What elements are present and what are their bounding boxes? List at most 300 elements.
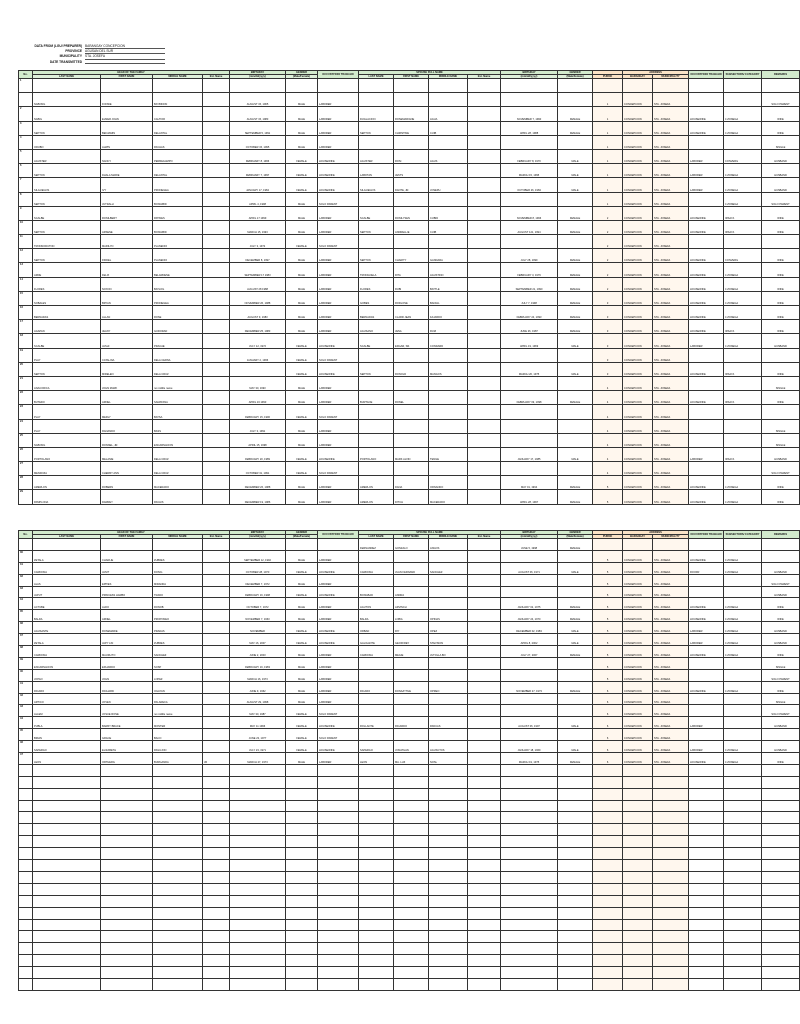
cell-spouse-first-name [394,824,429,836]
cell-municipality: STA. JOSEFA [653,206,689,220]
cell-purok: 6 [593,681,623,693]
cell-barangay [623,907,653,919]
cell-remarks: SOLO PARENT [762,669,800,681]
spouse-gender-format-header: (Male/Female) [558,535,593,539]
cell-spouse-middle-name: AGUS [429,149,468,163]
cell-sector [724,776,762,788]
cell-birthday: JUNE 9, 1962 [230,681,286,693]
cell-spouse-gender [558,135,593,149]
cell-ext-name [203,860,230,872]
cell-purok: 1 [593,149,623,163]
cell-ext-name [203,220,230,234]
cell-occupation: LABORER [318,277,359,291]
cell-last-name [33,919,101,931]
cell-barangay [623,848,653,860]
cell-purok: 3 [593,334,623,348]
cell-row-number: 12 [19,249,33,263]
cell-spouse-first-name: LOBIA [394,610,429,622]
cell-spouse-birthday: FEBRUARY 3, 1979 [501,263,558,277]
cell-spouse-gender [558,967,593,979]
cell-spouse-occupation [689,907,724,919]
cell-spouse-ext-name [468,646,501,658]
cell-spouse-occupation: HOUSEWIFE [689,263,724,277]
cell-middle-name: MACERADO [153,476,203,490]
table-row [19,955,800,967]
cell-spouse-middle-name: TENGE [429,447,468,461]
cell-ext-name [203,919,230,931]
cell-row-number: 9 [19,206,33,220]
cell-spouse-gender [558,192,593,206]
cell-spouse-last-name: AMERLON [359,490,394,504]
cell-ext-name [203,433,230,447]
cell-municipality [653,764,689,776]
household-table-page-1 [18,70,790,505]
cell-ext-name [203,362,230,376]
cell-spouse-last-name [359,978,394,990]
cell-row-number: 2 [19,107,33,121]
cell-row-number [19,788,33,800]
cell-first-name: NOXON [101,277,153,291]
cell-occupation: HOUSEWIFE [318,562,359,574]
table-row [19,776,800,788]
cell-spouse-first-name [394,705,429,717]
cell-spouse-birthday [501,800,558,812]
table-row [19,800,800,812]
cell-spouse-middle-name [429,824,468,836]
cell-occupation: LABORER [318,391,359,405]
cell-remarks: WIFE [762,753,800,765]
cell-last-name: MENDOZA [33,462,101,476]
cell-spouse-birthday: MARCH 15, 1995 [501,164,558,178]
cell-occupation: HOUSEWIFE [318,622,359,634]
cell-ext-name [203,943,230,955]
cell-spouse-middle-name [429,235,468,249]
cell-remarks [762,405,800,419]
cell-spouse-first-name: RONOLD [394,362,429,376]
cell-spouse-ext-name [468,978,501,990]
cell-ext-name: JR [203,753,230,765]
cell-spouse-first-name: MA. LUZ [394,753,429,765]
cell-occupation [318,943,359,955]
cell-last-name [33,788,101,800]
table-row [19,883,800,895]
cell-ext-name [203,206,230,220]
cell-spouse-ext-name [468,277,501,291]
cell-remarks [762,978,800,990]
cell-occupation: LABORER [318,135,359,149]
cell-spouse-middle-name: AGUSTINO [429,263,468,277]
table-row [19,764,800,776]
cell-spouse-ext-name [468,836,501,848]
cell-municipality: STA. JOSEFA [653,376,689,390]
cell-spouse-birthday: OCTOBER 26, 1984 [501,178,558,192]
cell-purok: 1 [593,107,623,121]
cell-spouse-first-name [394,405,429,419]
cell-spouse-first-name: JESTS [394,164,429,178]
cell-occupation: LABORER [318,306,359,320]
cell-ext-name [203,419,230,433]
cell-birthday: DECEMBER 25, 1983 [230,320,286,334]
cell-spouse-occupation: HOUSEWIFE [689,291,724,305]
cell-spouse-ext-name [468,192,501,206]
cell-spouse-birthday: AUGUST 06, 1971 [501,562,558,574]
cell-spouse-ext-name [468,419,501,433]
cell-spouse-gender [558,705,593,717]
cell-sector [724,967,762,979]
cell-occupation: SOLO PARENT [318,235,359,249]
cell-spouse-gender [558,693,593,705]
cell-spouse-first-name [394,348,429,362]
cell-row-number: 31 [19,562,33,574]
cell-middle-name: BATSA [153,405,203,419]
cell-purok: 5 [593,646,623,658]
cell-municipality [653,931,689,943]
cell-middle-name: TRADO [153,586,203,598]
meta-row [18,60,165,64]
cell-spouse-last-name: PORTOLANO [359,447,394,461]
cell-spouse-last-name [359,943,394,955]
cell-spouse-middle-name: AGUA [429,107,468,121]
cell-spouse-first-name [394,860,429,872]
cell-municipality: STA. JOSEFA [653,164,689,178]
cell-remarks: WIFE [762,320,800,334]
cell-birthday: MAY 16, 2007 [230,634,286,646]
cell-remarks: HUSBAND [762,334,800,348]
cell-birthday [230,871,286,883]
cell-row-number [19,931,33,943]
cell-spouse-gender: FEMALE [558,490,593,504]
cell-gender [286,955,318,967]
cell-last-name: PLAY [33,405,101,419]
cell-occupation: HOUSEWIFE [318,362,359,376]
cell-spouse-first-name: GEOFFREY [394,634,429,646]
cell-spouse-birthday [501,978,558,990]
cell-municipality: STA. JOSEFA [653,598,689,610]
cell-occupation: HOUSEWIFE [318,717,359,729]
cell-remarks: WIFE [762,681,800,693]
cell-spouse-middle-name: JOSEPH [429,178,468,192]
cell-spouse-last-name [359,776,394,788]
cell-occupation: LABORER [318,121,359,135]
cell-remarks: SOLO PARENT [762,93,800,107]
cell-sector: 4 ZONEGA [724,490,762,504]
table-row [19,931,800,943]
cell-spouse-first-name: JENA [394,320,429,334]
cell-spouse-occupation [689,848,724,860]
cell-row-number: 32 [19,574,33,586]
occupation-header: OCCUPATION/ TRABAHO [318,531,359,539]
cell-row-number: 29 [19,490,33,504]
middle-name-header: MIDDLE NAME [153,535,203,539]
cell-spouse-gender [558,405,593,419]
cell-birthday [230,978,286,990]
cell-gender: MALE [286,646,318,658]
cell-sector [724,135,762,149]
cell-spouse-occupation [689,235,724,249]
cell-first-name: RONILBERT [101,206,153,220]
cell-spouse-birthday: APRIL 19, 1969 [501,334,558,348]
cell-sector [724,376,762,390]
cell-occupation [318,967,359,979]
cell-spouse-birthday [501,860,558,872]
cell-remarks [762,883,800,895]
cell-spouse-ext-name [468,562,501,574]
cell-barangay [623,824,653,836]
cell-purok: 3 [593,306,623,320]
cell-gender: MALE [286,419,318,433]
cell-middle-name: no middle name [153,705,203,717]
cell-spouse-occupation [689,883,724,895]
cell-spouse-occupation: HOUSEWIFE [689,646,724,658]
cell-birthday: DECEMBER 26, 1988 [230,476,286,490]
cell-municipality [653,978,689,990]
cell-barangay: CONCEPCION [623,490,653,504]
cell-spouse-middle-name [429,376,468,390]
cell-spouse-gender [558,550,593,562]
cell-occupation: LABORER [318,646,359,658]
cell-sector: IRSAYA [724,320,762,334]
cell-barangay: CONCEPCION [623,121,653,135]
cell-birthday: DECEMBER 7, 1972 [230,574,286,586]
cell-first-name: MIRELEN [101,362,153,376]
cell-ext-name [203,562,230,574]
cell-first-name: CHERRY ANN [101,462,153,476]
cell-purok [593,919,623,931]
cell-spouse-middle-name: SANCHEZ [429,562,468,574]
cell-last-name: PAMPLONA [33,490,101,504]
cell-remarks: SINGLE [762,419,800,433]
cell-spouse-gender [558,931,593,943]
cell-purok: 5 [593,490,623,504]
cell-first-name: JEANY [101,320,153,334]
cell-spouse-birthday [501,776,558,788]
cell-first-name: MERLY [101,405,153,419]
last-name-header: LAST NAME [33,75,101,79]
cell-spouse-ext-name [468,135,501,149]
cell-spouse-middle-name: CUIB [429,220,468,234]
cell-municipality: STA. JOSEFA [653,490,689,504]
cell-spouse-first-name [394,919,429,931]
cell-spouse-middle-name [429,657,468,669]
cell-row-number [19,907,33,919]
cell-first-name [101,848,153,860]
cell-purok [593,955,623,967]
cell-spouse-occupation: HOUSEWIFE [689,362,724,376]
table-row [19,320,800,334]
cell-spouse-gender [558,919,593,931]
cell-barangay: CONCEPCION [623,206,653,220]
cell-gender [286,539,318,551]
cell-sector [724,943,762,955]
cell-last-name: SEPTON [33,220,101,234]
table-row [19,860,800,872]
cell-sector: CONVERG [724,249,762,263]
cell-spouse-occupation [689,574,724,586]
cell-middle-name [153,539,203,551]
cell-purok: 5 [593,586,623,598]
cell-sector [724,860,762,872]
cell-spouse-ext-name [468,883,501,895]
cell-spouse-last-name [359,764,394,776]
cell-birthday: JULY 3, 1991 [230,419,286,433]
spouse-ext-name-header: Ext. Name [468,75,501,79]
cell-spouse-birthday [501,550,558,562]
cell-municipality: STA. JOSEFA [653,149,689,163]
cell-last-name: NABONG [33,93,101,107]
cell-row-number [19,883,33,895]
cell-occupation: LABORER [318,107,359,121]
cell-spouse-gender: MALE [558,362,593,376]
cell-remarks [762,895,800,907]
cell-remarks: HUSBAND [762,717,800,729]
cell-sector: 4 ZONEGA [724,263,762,277]
cell-spouse-birthday: JULY 28, 1999 [501,249,558,263]
cell-remarks: HUSBAND [762,622,800,634]
cell-last-name [33,79,101,93]
cell-spouse-birthday [501,705,558,717]
cell-spouse-occupation: HOUSEWIFE [689,753,724,765]
cell-spouse-first-name: ROSI [394,149,429,163]
cell-middle-name: DOSIG [153,562,203,574]
cell-gender: FEMALE [286,634,318,646]
cell-birthday [230,788,286,800]
cell-occupation: HOUSEWIFE [318,149,359,163]
cell-municipality: STA. JOSEFA [653,220,689,234]
cell-middle-name: MIRANDA [153,574,203,586]
cell-gender: MALE [286,192,318,206]
cell-gender: MALE [286,681,318,693]
cell-ext-name [203,490,230,504]
cell-spouse-birthday [501,931,558,943]
meta-value: AGUSAN DEL SUR [85,49,165,54]
cell-middle-name: PROPONEO [153,610,203,622]
cell-spouse-middle-name: FAJARDO [429,306,468,320]
cell-purok [593,776,623,788]
cell-spouse-ext-name [468,539,501,551]
cell-spouse-gender: FEMALE [558,220,593,234]
cell-municipality: STA. JOSEFA [653,574,689,586]
cell-remarks [762,539,800,551]
cell-purok: 4 [593,433,623,447]
spouse-birthday-format-header: (mm/dd/yyyy) [501,75,558,79]
cell-first-name: FELIX [101,263,153,277]
cell-ext-name [203,895,230,907]
cell-spouse-middle-name: MANGOS [429,362,468,376]
cell-spouse-birthday: AUGUST 121, 1994 [501,220,558,234]
cell-spouse-ext-name [468,860,501,872]
cell-remarks [762,967,800,979]
cell-spouse-birthday: JUNE 5, 1998 [501,539,558,551]
cell-municipality: STA. JOSEFA [653,362,689,376]
cell-spouse-last-name: FERNANDEZ [359,539,394,551]
cell-spouse-middle-name [429,669,468,681]
cell-middle-name: ENCARNACION [153,433,203,447]
cell-spouse-birthday: MARCH 19, 1975 [501,753,558,765]
cell-spouse-middle-name [429,919,468,931]
cell-barangay: CONCEPCION [623,192,653,206]
cell-last-name [33,943,101,955]
cell-spouse-occupation [689,800,724,812]
cell-gender: FEMALE [286,622,318,634]
cell-first-name: CHARLIE [101,550,153,562]
cell-remarks: SINGLE [762,657,800,669]
cell-barangay: CONCEPCION [623,693,653,705]
cell-row-number: 17 [19,320,33,334]
table-row [19,824,800,836]
cell-spouse-gender: MALE [558,634,593,646]
cell-row-number: 36 [19,622,33,634]
cell-occupation: LABORER [318,669,359,681]
cell-spouse-middle-name [429,348,468,362]
table-row [19,598,800,610]
cell-ext-name [203,249,230,263]
cell-spouse-gender [558,895,593,907]
cell-spouse-middle-name [429,135,468,149]
cell-municipality [653,812,689,824]
household-table-2 [18,530,800,991]
cell-remarks: WIFE [762,490,800,504]
cell-spouse-middle-name: OPREO [429,681,468,693]
barangay-header: BARANGAY [623,75,653,79]
cell-occupation: LABORER [318,249,359,263]
cell-purok: 2 [593,249,623,263]
cell-spouse-middle-name: ANGOS [429,539,468,551]
cell-row-number [19,978,33,990]
cell-barangay: CONCEPCION [623,622,653,634]
cell-spouse-last-name [359,812,394,824]
cell-municipality: STA. JOSEFA [653,462,689,476]
cell-sector [724,348,762,362]
cell-middle-name: ZUBRES [153,550,203,562]
cell-occupation: LABORER [318,490,359,504]
cell-spouse-first-name [394,376,429,390]
remarks-header: REMARKS [762,71,800,79]
cell-municipality: STA. JOSEFA [653,753,689,765]
cell-middle-name [153,776,203,788]
cell-spouse-ext-name [468,320,501,334]
cell-spouse-first-name [394,907,429,919]
cell-spouse-ext-name [468,121,501,135]
cell-middle-name [153,824,203,836]
birthday-format-header: (mm/dd/yyyy) [230,535,286,539]
cell-municipality [653,788,689,800]
table-row [19,574,800,586]
cell-last-name [33,871,101,883]
cell-spouse-first-name [394,574,429,586]
cell-barangay [623,764,653,776]
cell-spouse-last-name [359,824,394,836]
cell-gender: MALE [286,376,318,390]
cell-spouse-occupation [689,657,724,669]
cell-middle-name [153,764,203,776]
cell-last-name: JAPUT [33,586,101,598]
cell-occupation: HOUSEWIFE [318,334,359,348]
cell-barangay: CONCEPCION [623,178,653,192]
cell-spouse-last-name: GOBES [359,291,394,305]
cell-occupation: LABORER [318,206,359,220]
cell-barangay: CONCEPCION [623,717,653,729]
cell-spouse-first-name: RIY [394,622,429,634]
cell-municipality: STA. JOSEFA [653,192,689,206]
cell-sector [724,729,762,741]
cell-birthday [230,943,286,955]
spouse-first-name-header: FIRST NAME [394,535,429,539]
cell-spouse-occupation [689,586,724,598]
cell-last-name: BRIAN [33,729,101,741]
cell-spouse-last-name: FLORES [359,277,394,291]
cell-gender: MALE [286,598,318,610]
cell-gender: FEMALE [286,334,318,348]
